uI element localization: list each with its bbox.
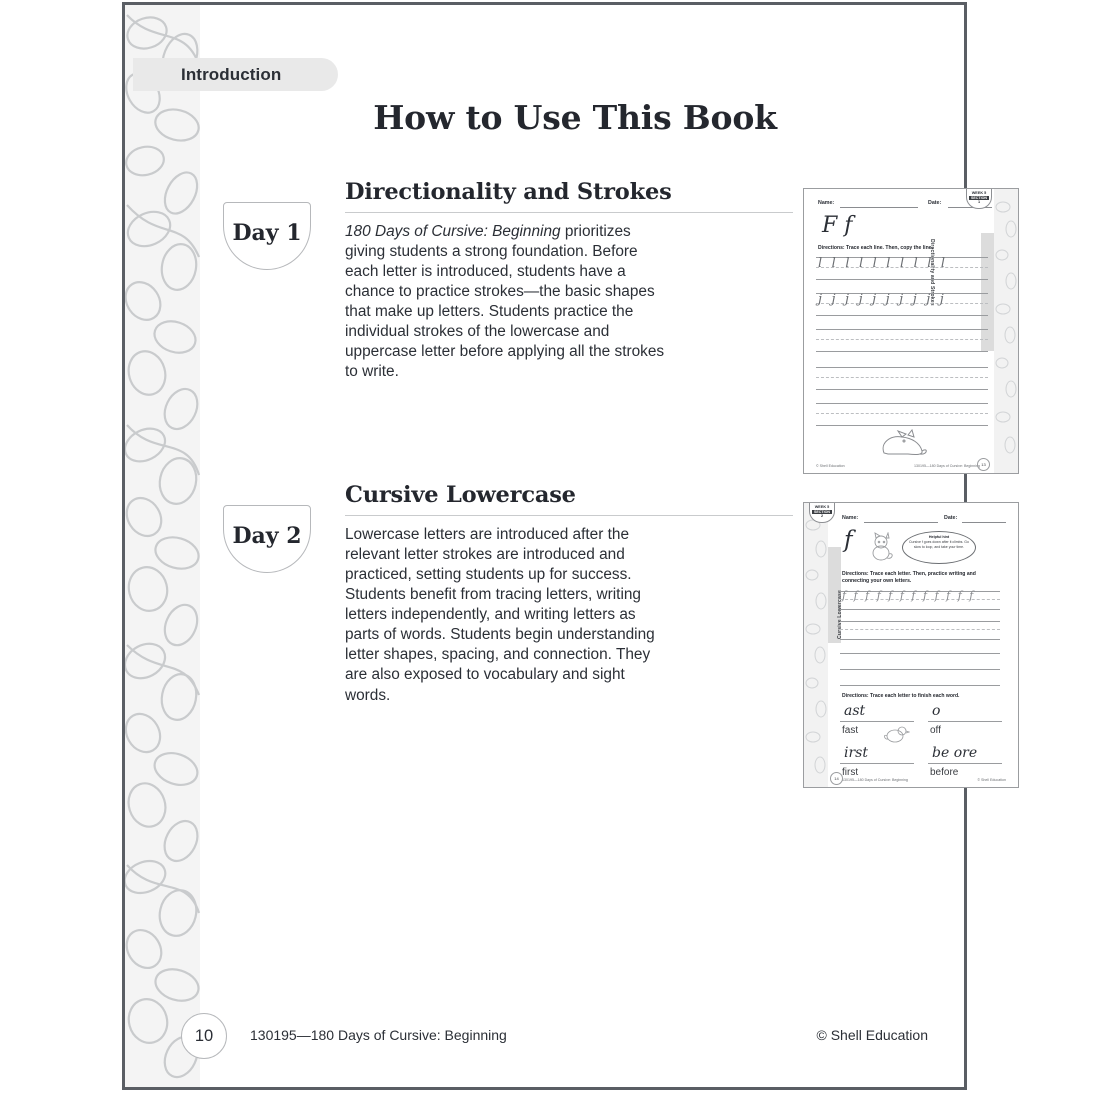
- worksheet-date-line: [962, 522, 1006, 523]
- worksheet-footer-right: 130195—180 Days of Cursive: Beginning: [914, 464, 980, 468]
- worksheet-word-rule: [928, 763, 1002, 764]
- worksheet-directions-1-text: Directions: Trace each letter. Then, practice writing and connecting your own letters.: [842, 571, 976, 584]
- worksheet-page-number: 14: [830, 772, 843, 785]
- worksheet-name-label: Name:: [818, 200, 835, 206]
- cat-illustration-icon: [867, 532, 897, 562]
- day-badge-2: [223, 505, 311, 573]
- worksheet-hint-body: Cursive f goes down after it climbs. Go slow to loop, and take your time.: [909, 539, 969, 549]
- day-badge-label: Day 1: [232, 220, 302, 246]
- worksheet-rule: [816, 389, 988, 390]
- worksheet-hint-title: Helpful hint: [928, 535, 950, 539]
- day-heading-rule: [345, 212, 793, 213]
- worksheet-week-badge: [809, 502, 835, 523]
- day-heading-rule: [345, 515, 793, 516]
- day-body-1: [315, 180, 793, 383]
- worksheet-name-line: [840, 207, 918, 208]
- worksheet-name-line: [864, 522, 938, 523]
- worksheet-rule: [840, 685, 1000, 686]
- day-heading-2: Cursive Lowercase: [345, 482, 576, 508]
- page-number-badge: 10: [181, 1013, 227, 1059]
- worksheet-section-label: SECTION: [814, 509, 830, 514]
- worksheet-word-trace: irst: [844, 745, 868, 761]
- decorative-swirl-band: [125, 5, 200, 1087]
- section-tab-label: Introduction: [181, 64, 282, 84]
- day-badge-1: [223, 202, 311, 270]
- worksheet-week-badge: [966, 188, 992, 209]
- worksheet-side-tab-label: Directionality and Strokes: [929, 239, 936, 306]
- worksheet-word-print: fast: [842, 725, 859, 736]
- worksheet-rule: [816, 367, 988, 368]
- worksheet-section-number: 1: [977, 200, 981, 205]
- worksheet-footer-left: © Shell Education: [816, 464, 845, 468]
- worksheet-rule: [816, 315, 988, 316]
- worksheet-page-number: 13: [977, 458, 990, 471]
- worksheet-rule: [840, 609, 1000, 610]
- worksheet-letter-display: F f: [822, 213, 853, 238]
- worksheet-rule: [816, 425, 988, 426]
- worksheet-trace-row: ffffffffffff: [842, 589, 981, 602]
- day-description-title-italic: 180 Days of Cursive: Beginning: [345, 222, 561, 240]
- worksheet-rule: [816, 351, 988, 352]
- worksheet-word-trace: be ore: [932, 745, 978, 761]
- worksheet-rule: [816, 279, 988, 280]
- worksheet-week-label: WEEK 5: [971, 191, 987, 195]
- day-description-2: Lowercase letters are introduced after the relevant letter strokes are introduced and practiced, setting students up for success. Students benefit from tracing letters, writing letters independently, and writing letters as parts of words. Students begin understanding letter shapes, spacing, and connection. They are also exposed to vocabulary and sight words.: [345, 525, 655, 704]
- worksheet-word-rule: [928, 721, 1002, 722]
- worksheet-deco-band: [994, 189, 1018, 473]
- worksheet-letter-display: f: [844, 527, 853, 553]
- day-heading-1: Directionality and Strokes: [345, 179, 672, 205]
- worksheet-rule: [816, 329, 988, 330]
- worksheet-word-rule: [840, 721, 914, 722]
- worksheet-word-print: before: [930, 767, 959, 778]
- worksheet-rule: [840, 639, 1000, 640]
- worksheet-name-label: Name:: [842, 515, 859, 521]
- worksheet-section-label: SECTION: [971, 195, 987, 200]
- worksheet-thumbnail-day1[interactable]: [803, 188, 1019, 474]
- day-body-2: [315, 483, 793, 706]
- worksheet-week-label: WEEK 5: [814, 505, 830, 509]
- worksheet-word-trace: ast: [844, 703, 866, 719]
- worksheet-side-tab: [981, 233, 994, 351]
- worksheet-footer-left: 130195—180 Days of Cursive: Beginning: [842, 778, 908, 782]
- page-title: How to Use This Book: [373, 98, 777, 137]
- worksheet-directions-2: [842, 693, 998, 700]
- worksheet-trace-row: llllllllll: [818, 256, 955, 271]
- worksheet-rule: [840, 653, 1000, 654]
- page-frame: [122, 2, 1006, 1090]
- worksheet-rule-dashed: [816, 377, 988, 378]
- worksheet-date-label: Date:: [944, 515, 958, 521]
- fox-illustration-icon: [878, 429, 930, 457]
- day-badge-label: Day 2: [232, 523, 302, 549]
- worksheet-rule: [840, 669, 1000, 670]
- worksheet-footer-right: © Shell Education: [977, 778, 1006, 782]
- worksheet-trace-row: jjjjjjjjjj: [818, 292, 954, 307]
- worksheet-directions-1: [842, 571, 998, 585]
- day-description-1: [315, 222, 670, 383]
- bird-illustration-icon: [882, 724, 910, 744]
- worksheet-rule: [840, 621, 1000, 622]
- worksheet-word-trace: o: [932, 703, 941, 719]
- worksheet-deco-band: [804, 503, 828, 787]
- worksheet-rule-dashed: [840, 629, 1000, 630]
- section-tab-introduction: [133, 58, 338, 91]
- worksheet-helpful-hint-bubble: [902, 531, 976, 564]
- worksheet-word-print: first: [842, 767, 859, 778]
- day-description-rest: prioritizes giving students a strong foundation. Before each letter is introduced, students have a chance to practice strokes—the basic shapes that make up letters. Students practice the individual strokes of the lowercase and uppercase letter before applying all the strokes to write.: [345, 222, 665, 381]
- worksheet-word-print: off: [930, 725, 941, 736]
- worksheet-directions: [818, 245, 933, 252]
- worksheet-word-rule: [840, 763, 914, 764]
- footer-book-title: 130195—180 Days of Cursive: Beginning: [250, 1027, 507, 1043]
- worksheet-rule: [816, 403, 988, 404]
- worksheet-side-tab-label: Cursive Lowercase: [837, 590, 843, 639]
- worksheet-date-label: Date:: [928, 200, 942, 206]
- worksheet-section-number: 2: [820, 514, 824, 519]
- worksheet-directions-text: Directions: Trace each line. Then, copy the line.: [818, 245, 933, 251]
- worksheet-rule-dashed: [816, 413, 988, 414]
- footer-copyright: © Shell Education: [816, 1027, 928, 1043]
- worksheet-rule-dashed: [816, 339, 988, 340]
- worksheet-directions-2-text: Directions: Trace each letter to finish each word.: [842, 693, 960, 699]
- worksheet-thumbnail-day2[interactable]: [803, 502, 1019, 788]
